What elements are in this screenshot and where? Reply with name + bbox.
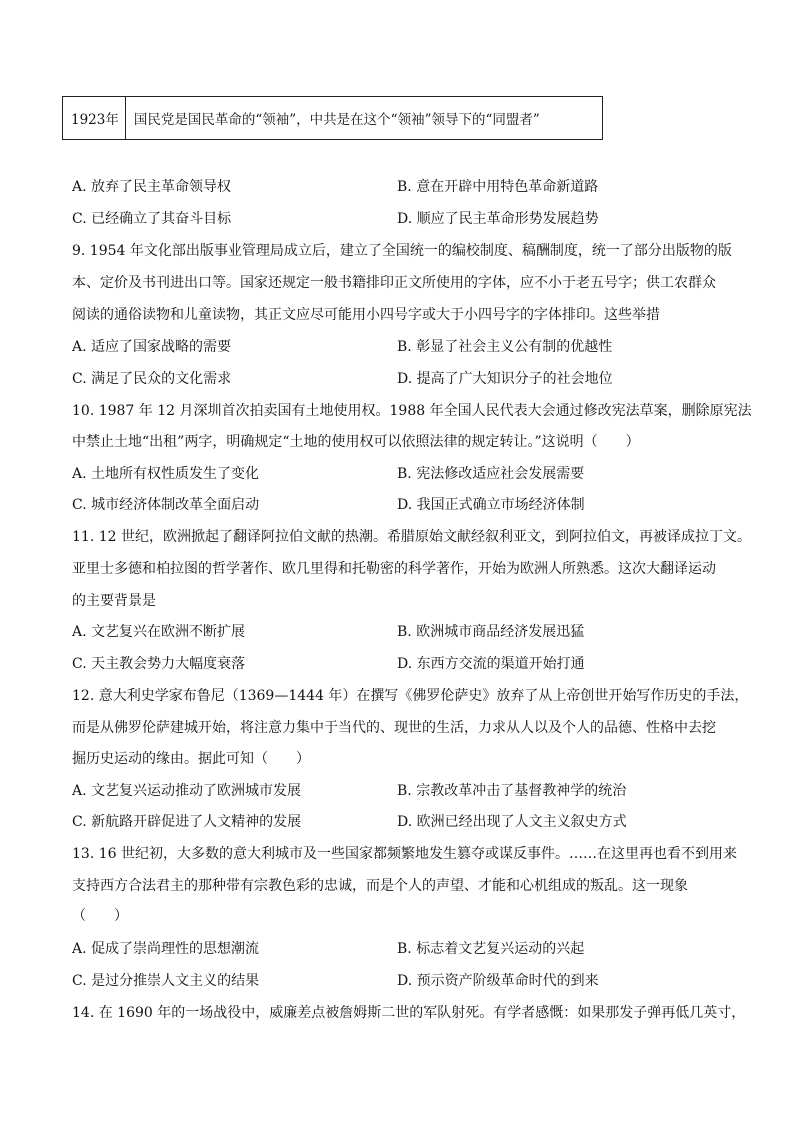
- question-stem-line: 本、定价及书刊进出口等。国家还规定一般书籍排印正文所使用的字体，应不小于老五号字；供工农群众: [72, 275, 716, 291]
- option-a: A. 适应了国家战略的需要: [72, 339, 232, 355]
- table-row: [63, 97, 603, 140]
- option-a: A. 土地所有权性质发生了变化: [72, 466, 260, 482]
- question-stem-line: 支持西方合法君主的那种带有宗教色彩的忠诚，而是个人的声望、才能和心机组成的叛乱。这一现象: [72, 878, 688, 894]
- question-stem-line: 9. 1954 年文化部出版事业管理局成立后，建立了全国统一的编校制度、稿酬制度，统一了部分出版物的版: [72, 243, 732, 259]
- option-d: D. 我国正式确立市场经济体制: [397, 497, 585, 513]
- table-cell-text: 国民党是国民革命的“领袖”，中共是在这个“领袖”领导下的“同盟者”: [125, 97, 602, 140]
- option-b: B. 意在开辟中用特色革命新道路: [397, 179, 599, 195]
- option-a: A. 放弃了民主革命领导权: [72, 179, 232, 195]
- question-stem-line: 13. 16 世纪初，大多数的意大利城市及一些国家都频繁地发生篡夺或谋反事件。……在这里再也看不到用来: [72, 846, 737, 862]
- option-b: B. 欧洲城市商品经济发展迅猛: [397, 624, 585, 640]
- option-c: C. 已经确立了其奋斗目标: [72, 211, 232, 227]
- question-stem-line: 阅读的通俗读物和儿童读物，其正文应尽可能用小四号字或大于小四号字的字体排印。这些举措: [72, 307, 660, 323]
- option-a: A. 文艺复兴在欧洲不断扩展: [72, 624, 246, 640]
- question-stem-line: 掘历史运动的缘由。据此可知（ ）: [72, 751, 310, 767]
- table-cell-year: 1923年: [63, 97, 126, 140]
- question-stem-line: 而是从佛罗伦萨建城开始，将注意力集中于当代的、现世的生活，力求从人以及个人的品德、性格中去挖: [72, 720, 716, 736]
- option-c: C. 新航路开辟促进了人文精神的发展: [72, 814, 302, 830]
- question-stem-line: 11. 12 世纪，欧洲掀起了翻译阿拉伯文献的热潮。希腊原始文献经叙利亚文，到阿拉伯文，再被译成拉丁文。: [72, 529, 751, 545]
- option-d: D. 欧洲已经出现了人文主义叙史方式: [397, 814, 627, 830]
- option-b: B. 宗教改革冲击了基督教神学的统治: [397, 783, 627, 799]
- question-stem-line: 的主要背景是: [72, 593, 156, 609]
- question-stem-line: 12. 意大利史学家布鲁尼（1369—1444 年）在撰写《佛罗伦萨史》放弃了从上帝创世开始写作历史的手法，: [72, 688, 749, 704]
- option-a: A. 文艺复兴运动推动了欧洲城市发展: [72, 783, 302, 799]
- option-b: B. 彰显了社会主义公有制的优越性: [397, 339, 613, 355]
- option-a: A. 促成了崇尚理性的思想潮流: [72, 941, 260, 957]
- question-stem-line: （ ）: [72, 908, 128, 924]
- option-d: D. 东西方交流的渠道开始打通: [397, 656, 585, 672]
- option-c: C. 天主教会势力大幅度衰落: [72, 656, 246, 672]
- option-d: D. 提高了广大知识分子的社会地位: [397, 371, 613, 387]
- question-stem-line: 14. 在 1690 年的一场战役中，威廉差点被詹姆斯二世的军队射死。有学者感慨：如果那发子弹再低几英寸，: [72, 1005, 746, 1021]
- question-stem-line: 10. 1987 年 12 月深圳首次拍卖国有土地使用权。1988 年全国人民代表大会通过修改宪法草案，删除原宪法: [72, 403, 752, 419]
- option-c: C. 满足了民众的文化需求: [72, 371, 232, 387]
- option-b: B. 标志着文艺复兴运动的兴起: [397, 941, 585, 957]
- question-stem-line: 亚里士多德和柏拉图的哲学著作、欧几里得和托勒密的科学著作，开始为欧洲人所熟悉。这次大翻译运动: [72, 561, 716, 577]
- intro-table: [62, 96, 603, 140]
- option-d: D. 顺应了民主革命形势发展趋势: [397, 211, 599, 227]
- option-d: D. 预示资产阶级革命时代的到来: [397, 973, 599, 989]
- option-c: C. 城市经济体制改革全面启动: [72, 497, 260, 513]
- question-stem-line: 中禁止土地“出租”两字，明确规定“土地的使用权可以依照法律的规定转让。”这说明（ ）: [72, 434, 640, 450]
- option-b: B. 宪法修改适应社会发展需要: [397, 466, 585, 482]
- option-c: C. 是过分推崇人文主义的结果: [72, 973, 260, 989]
